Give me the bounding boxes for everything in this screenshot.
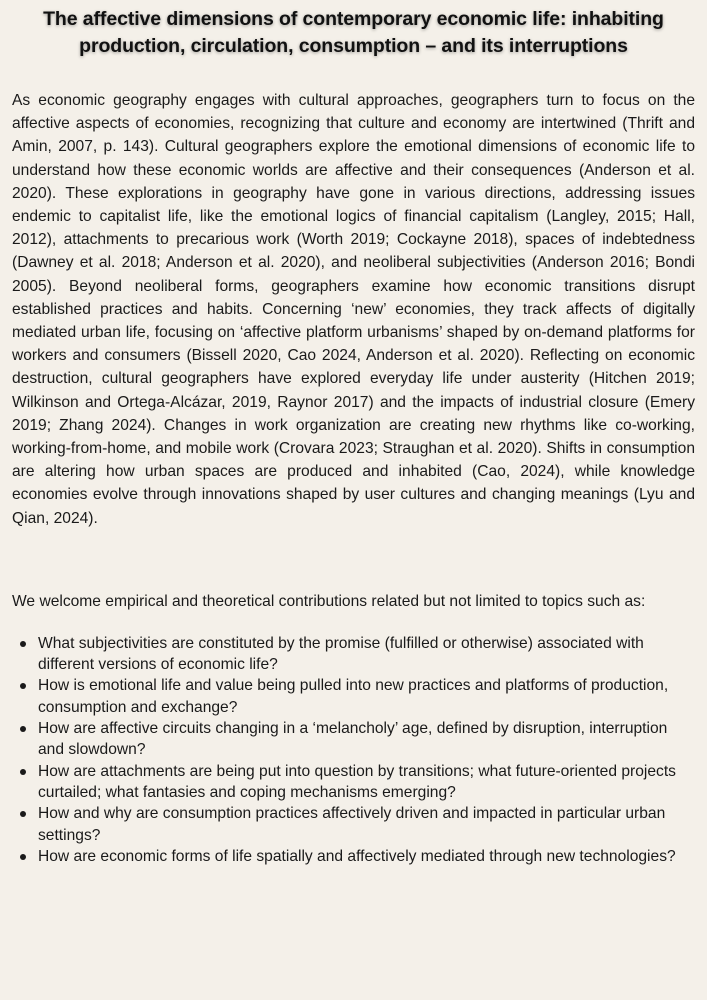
list-item <box>12 761 688 804</box>
topic-text: How and why are consumption practices affectively driven and impacted in particular urban settings? <box>38 805 666 844</box>
list-item <box>12 718 688 761</box>
call-for-contributions-text: We welcome empirical and theoretical contributions related but not limited to topics such as: <box>12 592 646 610</box>
topics-list <box>12 633 695 867</box>
list-item <box>12 846 688 867</box>
bullet-icon <box>20 769 26 775</box>
list-item <box>12 803 688 846</box>
bullet-icon <box>20 641 26 647</box>
intro-paragraph: As economic geography engages with cultural approaches, geographers turn to focus on the affective aspects of economies, recognizing that culture and economy are intertwined (Thrift and Amin, 2007, p. 143). Cultural geographers explore the emotional dimensions of economic life to understand how these economic worlds are affective and their consequences (Anderson et al. 2020). These explorations in geography have gone in various directions, addressing issues endemic to capitalist life, like the emotional logics of financial capitalism (Langley, 2015; Hall, 2012), attachments to precarious work (Worth 2019; Cockayne 2018), spaces of indebtedness (Dawney et al. 2018; Anderson et al. 2020), and neoliberal subjectivities (Anderson 2016; Bondi 2005). Beyond neoliberal forms, geographers examine how economic transitions disrupt established practices and habits. Concerning ‘new’ economies, they track affects of digitally mediated urban life, focusing on ‘affective platform urbanisms’ shaped by on-demand platforms for workers and consumers (Bissell 2020, Cao 2024, Anderson et al. 2020). Reflecting on economic destruction, cultural geographers have explored everyday life under austerity (Hitchen 2019; Wilkinson and Ortega‐Alcázar, 2019, Raynor 2017) and the impacts of industrial closure (Emery 2019; Zhang 2024). Changes in work organization are creating new rhythms like co-working, working-from-home, and mobile work (Crovara 2023; Straughan et al. 2020). Shifts in consumption are altering how urban spaces are produced and inhabited (Cao, 2024), while knowledge economies evolve through innovations shaped by user cultures and changing meanings (Lyu and Qian, 2024). <box>12 92 695 527</box>
topic-text: How are economic forms of life spatially and affectively mediated through new technologies? <box>38 847 676 865</box>
page-title: The affective dimensions of contemporary economic life: inhabiting production, circulation, consumption – and its interruptions <box>43 8 664 57</box>
bullet-icon <box>20 854 26 860</box>
bullet-icon <box>20 811 26 817</box>
list-item <box>12 633 688 676</box>
list-item <box>12 675 688 718</box>
topic-text: How are attachments are being put into question by transitions; what future-oriented projects curtailed; what fantasies and coping mechanisms emerging? <box>38 762 676 801</box>
topic-text: How are affective circuits changing in a ‘melancholy’ age, defined by disruption, interruption and slowdown? <box>38 720 668 759</box>
bullet-icon <box>20 683 26 689</box>
topic-text: What subjectivities are constituted by the promise (fulfilled or otherwise) associated with different versions of economic life? <box>38 634 644 674</box>
topic-text: How is emotional life and value being pulled into new practices and platforms of production, consumption and exchange? <box>38 677 669 716</box>
bullet-icon <box>20 726 26 732</box>
